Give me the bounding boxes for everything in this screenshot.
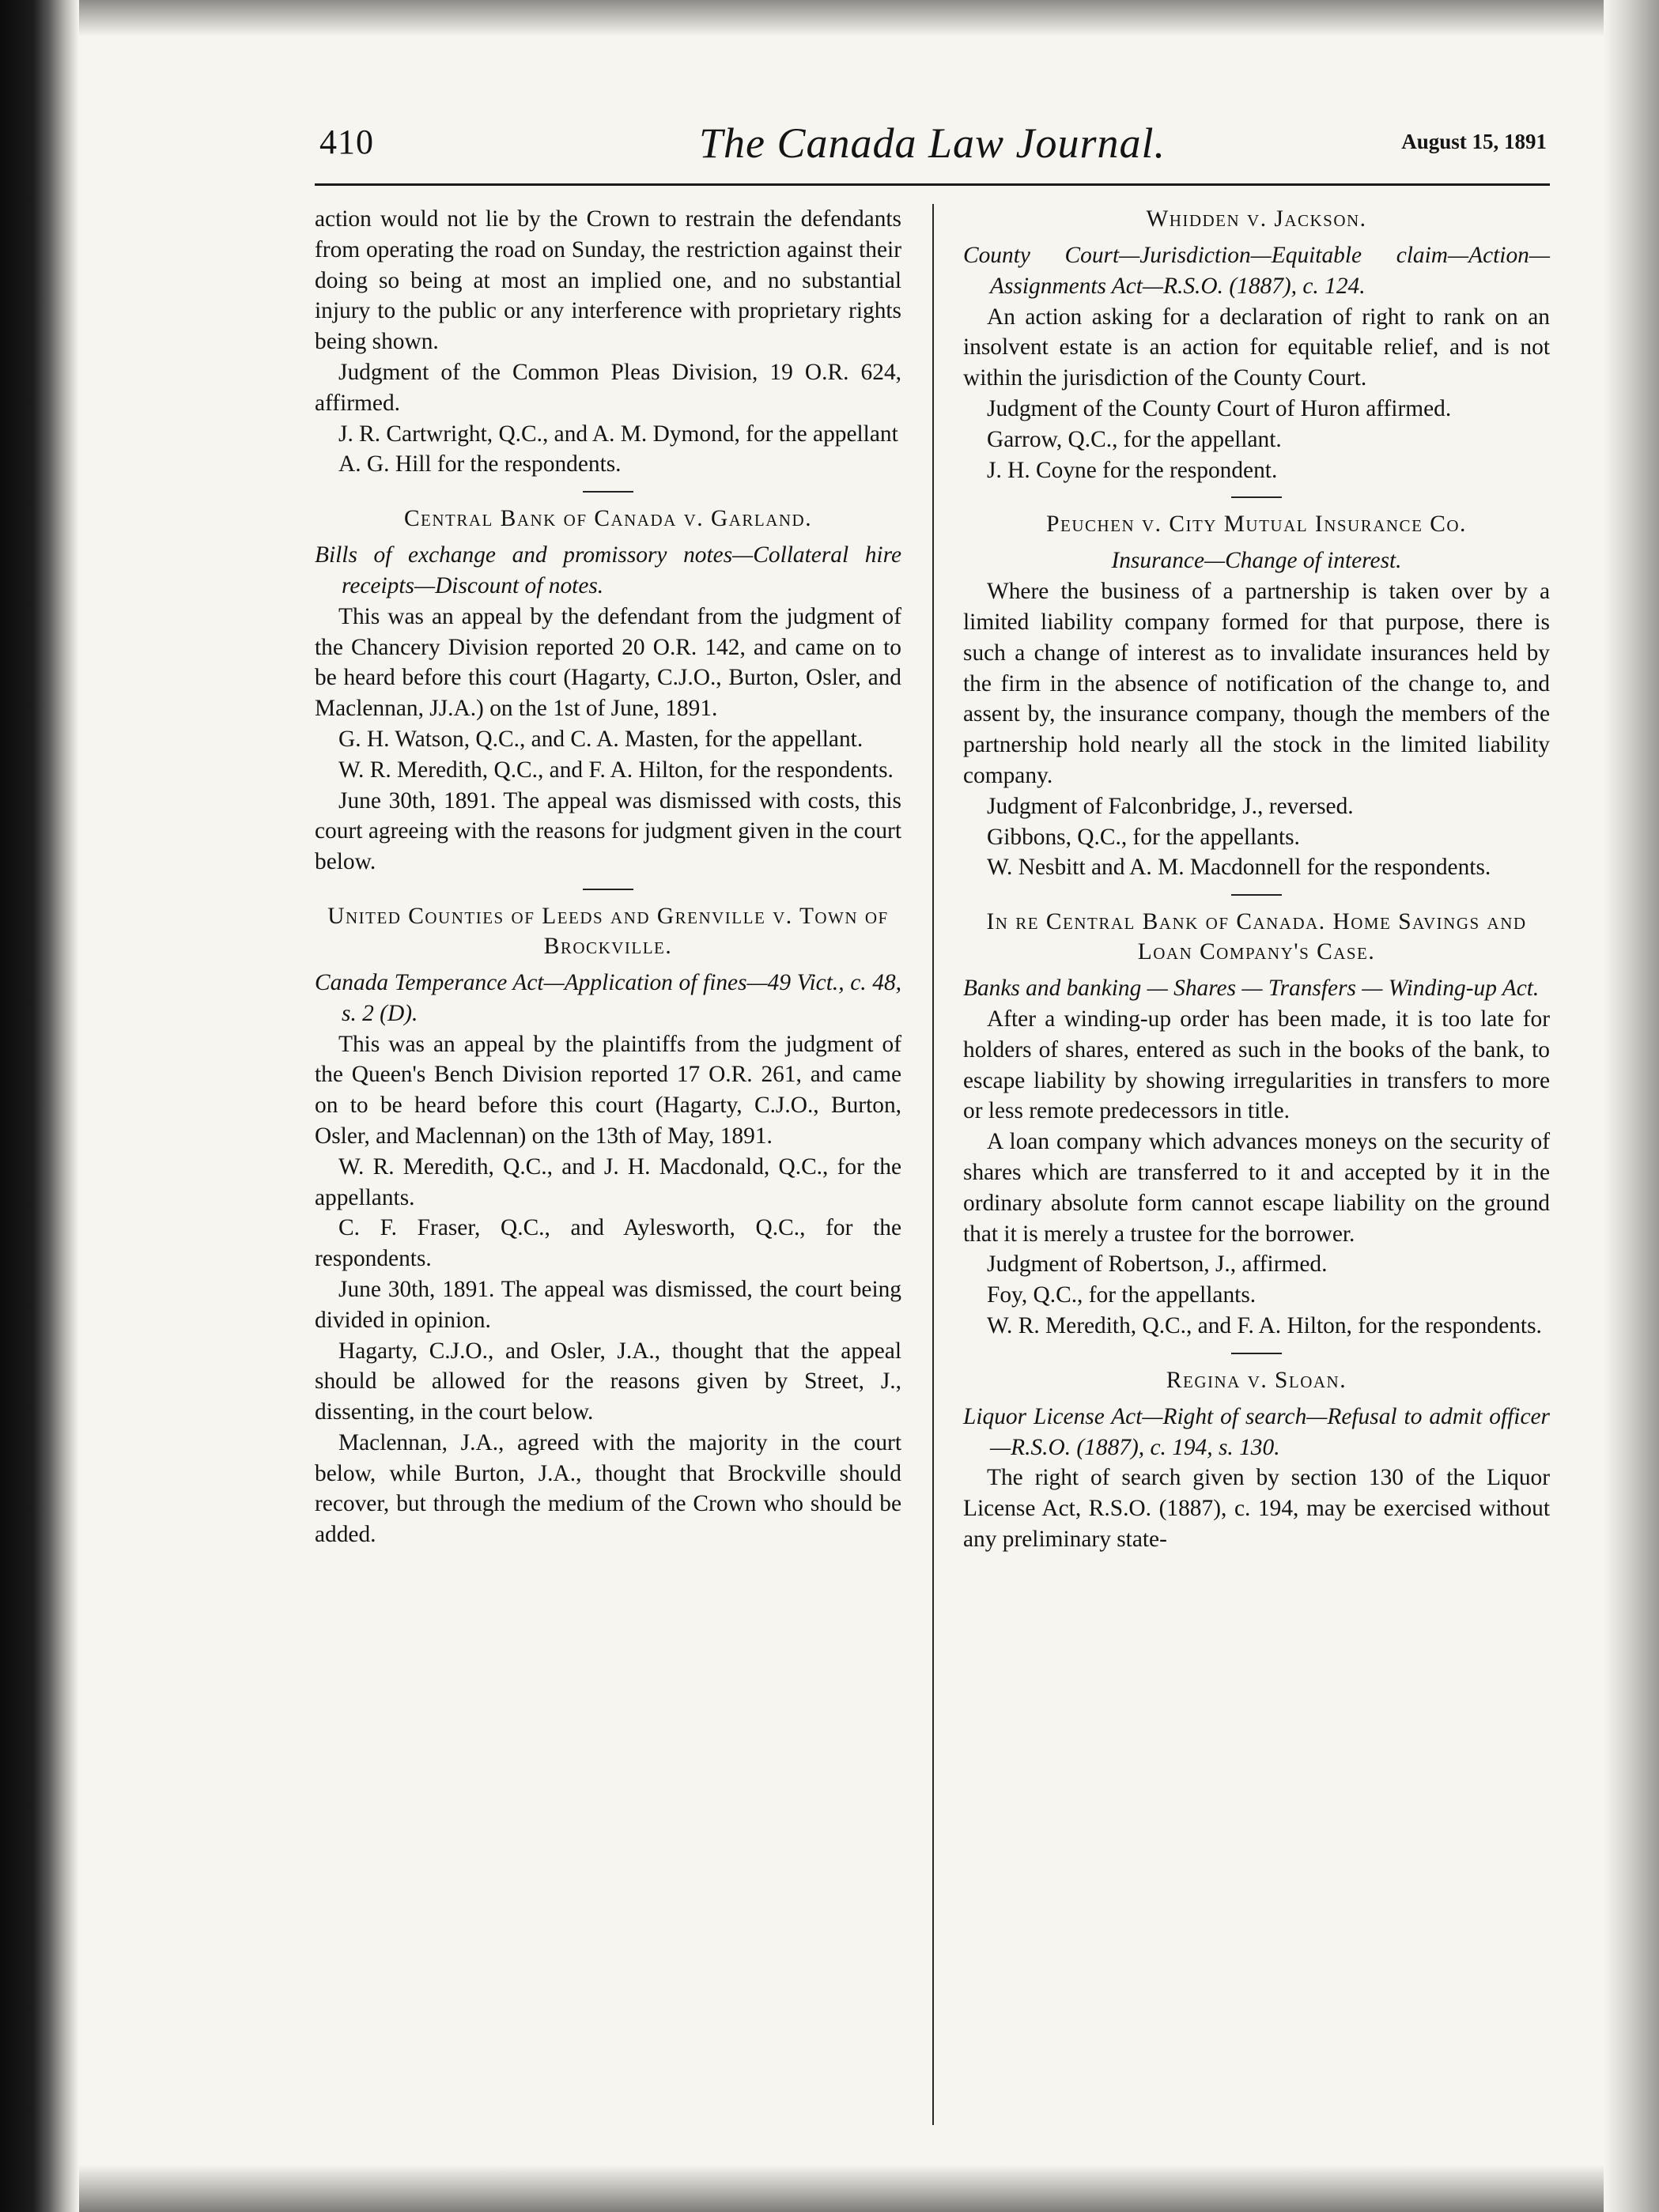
case-body: Where the business of a partnership is taken over by a limited liability company formed for that purpose, there is such a change of interest as to invalidate insurances held by the firm in the absence of notification of the change to, and assent by, the insurance company, though the members of the partnership hold nearly all the stock in the limited liability company. xyxy=(963,579,1550,788)
running-head xyxy=(315,119,1550,169)
case-opinion: Maclennan, J.A., agreed with the majority in the court below, while Burton, J.A., thought that Brockville should recover, but through the medium of the Crown who should be added. xyxy=(315,1429,901,1548)
case-title-central-bank-garland: Central Bank of Canada v. Garland. xyxy=(403,506,813,532)
case-judgment: Judgment of the County Court of Huron affirmed. xyxy=(987,395,1452,421)
intro-counsel-respondents: A. G. Hill for the respondents. xyxy=(338,451,622,478)
case-title-whidden-jackson: Whidden v. Jackson. xyxy=(1146,206,1367,232)
case-result: June 30th, 1891. The appeal was dismissed, the court being divided in opinion. xyxy=(315,1276,901,1333)
case-counsel-respondent: J. H. Coyne for the respondent. xyxy=(987,457,1278,483)
case-counsel-respondents: C. F. Fraser, Q.C., and Aylesworth, Q.C., for the respondents. xyxy=(315,1215,901,1272)
case-catchwords: Banks and banking — Shares — Transfers — Winding-up Act. xyxy=(963,976,1540,1002)
case-counsel-respondents: W. Nesbitt and A. M. Macdonnell for the respondents. xyxy=(987,855,1491,881)
section-separator xyxy=(1231,1353,1282,1354)
case-body: A loan company which advances moneys on the security of shares which are transferred to it and accepted by it in the ordinary absolute form cannot escape liability on the ground that it is merely a trustee for the borrower. xyxy=(963,1129,1550,1247)
header-rule xyxy=(315,183,1550,186)
case-body: This was an appeal by the plaintiffs from the judgment of the Queen's Bench Division reported 17 O.R. 261, and came on to be heard before this court (Hagarty, C.J.O., Burton, Osler, and Maclennan) on the 13th of May, 1891. xyxy=(315,1031,901,1149)
scan-border-bottom xyxy=(0,2165,1659,2212)
case-catchwords: Bills of exchange and promissory notes—Collateral hire receipts—Discount of notes. xyxy=(315,542,901,598)
section-separator xyxy=(1231,496,1282,498)
case-body: After a winding-up order has been made, it is too late for holders of shares, entered as such in the books of the bank, to escape liability by showing irregularities in transfers to more or less remote predecessors in title. xyxy=(963,1006,1550,1124)
intro-paragraph: action would not lie by the Crown to restrain the defendants from operating the road on Sunday, the restriction against their doing so being at most an implied one, and no substantial injury to the public or any interference with proprietary rights being shown. xyxy=(315,206,901,355)
issue-date: August 15, 1891 xyxy=(1401,130,1547,153)
case-counsel-appellant: G. H. Watson, Q.C., and C. A. Masten, for the appellant. xyxy=(338,726,864,752)
section-separator xyxy=(583,889,633,890)
case-judgment: Judgment of Robertson, J., affirmed. xyxy=(987,1251,1328,1278)
case-counsel-appellants: Gibbons, Q.C., for the appellants. xyxy=(987,824,1300,850)
case-counsel-respondents: W. R. Meredith, Q.C., and F. A. Hilton, for the respondents. xyxy=(987,1312,1542,1338)
case-title-leeds-grenville-brockville: United Counties of Leeds and Grenville v. Town of Brockville. xyxy=(327,903,889,959)
intro-counsel-appellant: J. R. Cartwright, Q.C., and A. M. Dymond, for the appellant xyxy=(338,421,898,447)
case-title-peuchen-city-mutual: Peuchen v. City Mutual Insurance Co. xyxy=(1046,511,1467,538)
scan-border-left xyxy=(0,0,79,2212)
case-catchwords: Insurance—Change of interest. xyxy=(1111,548,1402,574)
case-counsel-appellants: Foy, Q.C., for the appellants. xyxy=(987,1282,1257,1308)
case-counsel-appellants: W. R. Meredith, Q.C., and J. H. Macdonald, Q.C., for the appellants. xyxy=(315,1153,901,1210)
case-judgment: Judgment of Falconbridge, J., reversed. xyxy=(987,793,1354,819)
case-result: June 30th, 1891. The appeal was dismissed with costs, this court agreeing with the reasons for judgment given in the court below. xyxy=(315,787,901,875)
column-divider xyxy=(932,204,934,2125)
case-title-central-bank-home-savings: In re Central Bank of Canada. Home Savings and Loan Company's Case. xyxy=(986,909,1527,965)
case-title-regina-sloan: Regina v. Sloan. xyxy=(1166,1367,1347,1393)
right-column xyxy=(963,204,1550,1555)
intro-judgment: Judgment of the Common Pleas Division, 19 O.R. 624, affirmed. xyxy=(315,359,901,416)
journal-title: The Canada Law Journal. xyxy=(698,119,1166,167)
page-number: 410 xyxy=(319,123,374,161)
section-separator xyxy=(1231,894,1282,896)
case-catchwords: Liquor License Act—Right of search—Refusal to admit officer—R.S.O. (1887), c. 194, s. 130. xyxy=(963,1403,1550,1460)
case-catchwords: County Court—Jurisdiction—Equitable claim—Action—Assignments Act—R.S.O. (1887), c. 124. xyxy=(963,243,1550,299)
left-column xyxy=(315,204,901,1550)
case-body: An action asking for a declaration of right to rank on an insolvent estate is an action for equitable relief, and is not within the jurisdiction of the County Court. xyxy=(963,304,1550,391)
case-catchwords: Canada Temperance Act—Application of fines—49 Vict., c. 48, s. 2 (D). xyxy=(315,969,901,1026)
case-counsel-respondents: W. R. Meredith, Q.C., and F. A. Hilton, for the respondents. xyxy=(338,757,894,783)
journal-page xyxy=(315,93,1550,2165)
scan-border-right xyxy=(1604,0,1659,2212)
case-counsel-appellant: Garrow, Q.C., for the appellant. xyxy=(987,426,1282,452)
section-separator xyxy=(583,491,633,493)
case-body: This was an appeal by the defendant from the judgment of the Chancery Division reported 20 O.R. 142, and came on to be heard before this court (Hagarty, C.J.O., Burton, Osler, and Maclennan, JJ.A.) on the 1st of June, 1891. xyxy=(315,603,901,722)
case-opinion: Hagarty, C.J.O., and Osler, J.A., thought that the appeal should be allowed for the reasons given by Street, J., dissenting, in the court below. xyxy=(315,1338,901,1425)
scan-border-top xyxy=(0,0,1659,36)
case-body: The right of search given by section 130 of the Liquor License Act, R.S.O. (1887), c. 194, may be exercised without any preliminary state- xyxy=(963,1465,1550,1552)
